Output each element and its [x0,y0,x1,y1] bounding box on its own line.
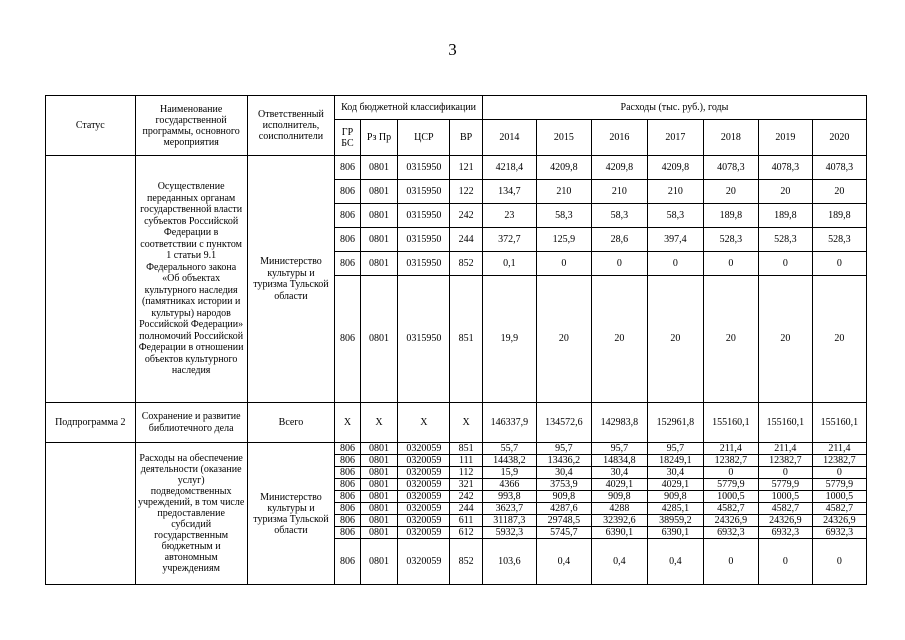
expense-value: 189,8 [758,204,812,228]
expense-value: 12382,7 [703,455,758,467]
expense-value: 5779,9 [703,479,758,491]
subprogram-value: 155160,1 [812,403,866,443]
expense-value: 4078,3 [703,156,758,180]
responsible-executor: Министерство культуры и туризма Тульской области [247,156,335,403]
code-csr: 0320059 [398,527,450,539]
expense-value: 0 [591,252,647,276]
expense-value: 909,8 [536,491,591,503]
code-rzpr: 0801 [360,455,398,467]
code-vr: 122 [450,180,483,204]
code-vr: 611 [450,515,483,527]
expense-value: 29748,5 [536,515,591,527]
expense-value: 1000,5 [703,491,758,503]
expense-value: 4582,7 [812,503,866,515]
expense-value: 4582,7 [703,503,758,515]
code-vr: 321 [450,479,483,491]
expense-value: 0,1 [482,252,536,276]
code-grbs: 806 [335,455,360,467]
code-grbs: 806 [335,180,360,204]
header-responsible: Ответственный исполнитель, соисполнители [247,96,335,156]
expense-value: 0 [758,539,812,585]
expense-value: 14438,2 [482,455,536,467]
code-rzpr: 0801 [360,252,398,276]
expense-value: 20 [536,276,591,403]
expense-value: 0 [758,467,812,479]
code-grbs: 806 [335,539,360,585]
expense-value: 528,3 [812,228,866,252]
code-rzpr: 0801 [360,515,398,527]
expense-value: 4209,8 [647,156,703,180]
expense-value: 6932,3 [703,527,758,539]
expense-value: 24326,9 [703,515,758,527]
code-csr: 0320059 [398,503,450,515]
code-csr: 0320059 [398,515,450,527]
code-csr: 0315950 [398,252,450,276]
expense-value: 4078,3 [812,156,866,180]
code-csr: 0320059 [398,539,450,585]
expense-value: 397,4 [647,228,703,252]
header-year: 2016 [591,120,647,156]
expense-value: 20 [812,180,866,204]
header-year: 2019 [758,120,812,156]
code-vr: 242 [450,204,483,228]
code-csr: 0320059 [398,467,450,479]
header-year: 2020 [812,120,866,156]
expense-value: 3753,9 [536,479,591,491]
expense-value: 20 [758,276,812,403]
header-csr: ЦСР [398,120,450,156]
code-rzpr: 0801 [360,443,398,455]
code-vr: 111 [450,455,483,467]
expense-value: 4029,1 [647,479,703,491]
expense-value: 58,3 [536,204,591,228]
expense-value: 210 [536,180,591,204]
code-rzpr: 0801 [360,503,398,515]
expense-value: 24326,9 [812,515,866,527]
expense-value: 20 [758,180,812,204]
expense-value: 5745,7 [536,527,591,539]
expense-value: 0 [812,539,866,585]
expense-value: 0 [536,252,591,276]
header-status: Статус [46,96,136,156]
code-grbs: 806 [335,252,360,276]
code-rzpr: 0801 [360,180,398,204]
expense-value: 30,4 [536,467,591,479]
expense-value: 38959,2 [647,515,703,527]
expense-value: 6932,3 [758,527,812,539]
subprogram-value: 142983,8 [591,403,647,443]
expense-value: 1000,5 [812,491,866,503]
code-csr: 0320059 [398,491,450,503]
header-name: Наименование государственной программы, основного мероприятия [135,96,247,156]
header-year: 2014 [482,120,536,156]
code-vr: 121 [450,156,483,180]
expense-value: 12382,7 [758,455,812,467]
expense-value: 0 [758,252,812,276]
code-rzpr: 0801 [360,156,398,180]
expense-value: 1000,5 [758,491,812,503]
expense-value: 103,6 [482,539,536,585]
code-grbs: 806 [335,503,360,515]
expense-value: 20 [812,276,866,403]
code-rzpr: 0801 [360,276,398,403]
code-vr: 112 [450,467,483,479]
header-year: 2017 [647,120,703,156]
expense-value: 210 [591,180,647,204]
subprogram-vr: X [450,403,483,443]
subprogram-value: 152961,8 [647,403,703,443]
expense-value: 4209,8 [591,156,647,180]
header-year: 2015 [536,120,591,156]
subprogram-value: 134572,6 [536,403,591,443]
expense-value: 55,7 [482,443,536,455]
code-vr: 242 [450,491,483,503]
code-vr: 612 [450,527,483,539]
expense-value: 528,3 [703,228,758,252]
expense-value: 19,9 [482,276,536,403]
subprogram-responsible: Всего [247,403,335,443]
expense-value: 0 [812,252,866,276]
code-vr: 851 [450,276,483,403]
expense-value: 18249,1 [647,455,703,467]
subprogram-value: 146337,9 [482,403,536,443]
code-csr: 0315950 [398,276,450,403]
header-grbs: ГР БС [335,120,360,156]
code-vr: 851 [450,443,483,455]
header-expenses: Расходы (тыс. руб.), годы [482,96,866,120]
expense-value: 95,7 [591,443,647,455]
expense-value: 4078,3 [758,156,812,180]
responsible-executor: Министерство культуры и туризма Тульской области [247,443,335,585]
expense-value: 189,8 [703,204,758,228]
expense-value: 211,4 [758,443,812,455]
expense-value: 0 [812,467,866,479]
expense-value: 0 [703,252,758,276]
expense-value: 6932,3 [812,527,866,539]
subprogram-value: 155160,1 [703,403,758,443]
expense-value: 0 [647,252,703,276]
expense-value: 4287,6 [536,503,591,515]
table-row [46,443,867,455]
code-rzpr: 0801 [360,527,398,539]
header-budget-code: Код бюджетной классификации [335,96,483,120]
expense-value: 210 [647,180,703,204]
expense-value: 4209,8 [536,156,591,180]
expense-value: 4285,1 [647,503,703,515]
expense-value: 14834,8 [591,455,647,467]
expense-value: 134,7 [482,180,536,204]
expense-value: 125,9 [536,228,591,252]
row-status [46,443,136,585]
code-csr: 0315950 [398,156,450,180]
code-grbs: 806 [335,204,360,228]
expense-value: 5779,9 [812,479,866,491]
code-csr: 0315950 [398,228,450,252]
expense-value: 15,9 [482,467,536,479]
code-vr: 244 [450,228,483,252]
expense-value: 20 [647,276,703,403]
expense-value: 30,4 [591,467,647,479]
header-year: 2018 [703,120,758,156]
expense-value: 211,4 [703,443,758,455]
code-grbs: 806 [335,276,360,403]
header-vr: ВР [450,120,483,156]
expense-value: 6390,1 [591,527,647,539]
code-rzpr: 0801 [360,491,398,503]
expense-value: 0 [703,539,758,585]
code-csr: 0315950 [398,180,450,204]
expense-value: 528,3 [758,228,812,252]
row-status [46,156,136,403]
expense-value: 4218,4 [482,156,536,180]
expense-value: 95,7 [536,443,591,455]
expense-value: 13436,2 [536,455,591,467]
table-row [46,156,867,180]
expense-value: 31187,3 [482,515,536,527]
code-rzpr: 0801 [360,479,398,491]
code-vr: 852 [450,252,483,276]
code-rzpr: 0801 [360,228,398,252]
expense-value: 0,4 [536,539,591,585]
code-grbs: 806 [335,515,360,527]
code-csr: 0315950 [398,204,450,228]
expense-value: 58,3 [647,204,703,228]
expense-value: 3623,7 [482,503,536,515]
code-grbs: 806 [335,527,360,539]
expense-value: 30,4 [647,467,703,479]
code-vr: 852 [450,539,483,585]
program-name: Осуществление переданных органам государственной власти субъектов Российской Федерации в соответствии с пунктом 1 статьи 9.1 Федерального закона «Об объектах культурного наследия (памятниках истории и культуры) народов Российской Федерации» полномочий Российской Федерации в отношении объектов культурного наследия [135,156,247,403]
expense-value: 32392,6 [591,515,647,527]
expense-value: 58,3 [591,204,647,228]
expense-value: 4582,7 [758,503,812,515]
expense-value: 372,7 [482,228,536,252]
code-csr: 0320059 [398,443,450,455]
expense-value: 4366 [482,479,536,491]
expense-value: 0 [703,467,758,479]
header-rzpr: Рз Пр [360,120,398,156]
expense-value: 24326,9 [758,515,812,527]
expense-value: 20 [591,276,647,403]
expense-value: 4029,1 [591,479,647,491]
expense-value: 5779,9 [758,479,812,491]
program-name: Расходы на обеспечение деятельности (оказание услуг) подведомственных учреждений, в том числе предоставление субсидий государственным бюджетным и автономным учреждениям [135,443,247,585]
code-csr: 0320059 [398,455,450,467]
expense-value: 95,7 [647,443,703,455]
subprogram-grbs: X [335,403,360,443]
expense-value: 23 [482,204,536,228]
subprogram-value: 155160,1 [758,403,812,443]
code-rzpr: 0801 [360,539,398,585]
expense-value: 0,4 [591,539,647,585]
expense-value: 5932,3 [482,527,536,539]
page-number: 3 [448,40,457,59]
expense-value: 211,4 [812,443,866,455]
code-grbs: 806 [335,479,360,491]
code-rzpr: 0801 [360,204,398,228]
code-grbs: 806 [335,156,360,180]
expense-value: 0,4 [647,539,703,585]
code-rzpr: 0801 [360,467,398,479]
code-csr: 0320059 [398,479,450,491]
expense-value: 20 [703,276,758,403]
expense-value: 6390,1 [647,527,703,539]
expense-value: 909,8 [647,491,703,503]
subprogram-rzpr: X [360,403,398,443]
expense-value: 993,8 [482,491,536,503]
expense-value: 12382,7 [812,455,866,467]
code-grbs: 806 [335,467,360,479]
subprogram-status: Подпрограмма 2 [46,403,136,443]
subprogram-row [46,403,867,443]
expense-value: 189,8 [812,204,866,228]
code-grbs: 806 [335,443,360,455]
expense-value: 28,6 [591,228,647,252]
code-vr: 244 [450,503,483,515]
code-grbs: 806 [335,491,360,503]
subprogram-csr: X [398,403,450,443]
expense-value: 20 [703,180,758,204]
subprogram-name: Сохранение и развитие библиотечного дела [135,403,247,443]
expense-value: 4288 [591,503,647,515]
expense-value: 909,8 [591,491,647,503]
code-grbs: 806 [335,228,360,252]
budget-table [45,95,867,585]
